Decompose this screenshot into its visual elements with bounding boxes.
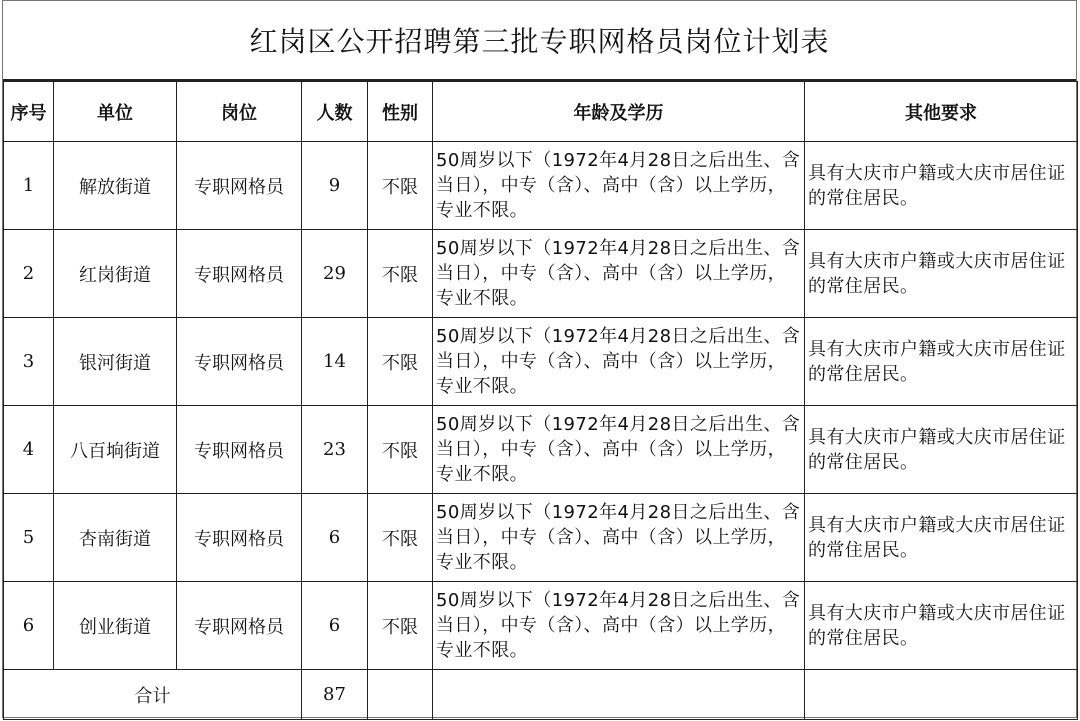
- cell-gender: 不限: [368, 494, 433, 582]
- table-row: [4, 494, 1078, 582]
- cell-post: 专职网格员: [177, 406, 302, 494]
- total-count: 87: [302, 670, 368, 720]
- plan-sheet: [2, 0, 1077, 718]
- header-gender: 性别: [368, 82, 433, 142]
- header-other: 其他要求: [805, 82, 1078, 142]
- cell-age-edu: 50周岁以下（1972年4月28日之后出生、含当日），中专（含）、高中（含）以上学历，专业不限。: [433, 494, 805, 582]
- cell-other: 具有大庆市户籍或大庆市居住证的常住居民。: [805, 142, 1078, 230]
- cell-gender: 不限: [368, 406, 433, 494]
- cell-other: 具有大庆市户籍或大庆市居住证的常住居民。: [805, 582, 1078, 670]
- total-empty-age-edu: [433, 670, 805, 720]
- total-empty-other: [805, 670, 1078, 720]
- cell-seq: 3: [4, 318, 54, 406]
- cell-seq: 2: [4, 230, 54, 318]
- cell-other: 具有大庆市户籍或大庆市居住证的常住居民。: [805, 494, 1078, 582]
- cell-post: 专职网格员: [177, 582, 302, 670]
- total-empty-gender: [368, 670, 433, 720]
- cell-other: 具有大庆市户籍或大庆市居住证的常住居民。: [805, 318, 1078, 406]
- table-row: [4, 318, 1078, 406]
- cell-unit: 红岗街道: [54, 230, 177, 318]
- page-title: 红岗区公开招聘第三批专职网格员岗位计划表: [3, 1, 1076, 81]
- header-post: 岗位: [177, 82, 302, 142]
- header-count: 人数: [302, 82, 368, 142]
- cell-post: 专职网格员: [177, 230, 302, 318]
- cell-unit: 创业街道: [54, 582, 177, 670]
- cell-count: 23: [302, 406, 368, 494]
- header-seq: 序号: [4, 82, 54, 142]
- cell-count: 14: [302, 318, 368, 406]
- cell-age-edu: 50周岁以下（1972年4月28日之后出生、含当日），中专（含）、高中（含）以上学历，专业不限。: [433, 406, 805, 494]
- cell-seq: 1: [4, 142, 54, 230]
- cell-post: 专职网格员: [177, 318, 302, 406]
- table-row: [4, 406, 1078, 494]
- cell-post: 专职网格员: [177, 494, 302, 582]
- plan-table: [3, 81, 1078, 720]
- cell-post: 专职网格员: [177, 142, 302, 230]
- header-unit: 单位: [54, 82, 177, 142]
- table-row: [4, 142, 1078, 230]
- cell-count: 6: [302, 582, 368, 670]
- cell-gender: 不限: [368, 230, 433, 318]
- cell-age-edu: 50周岁以下（1972年4月28日之后出生、含当日），中专（含）、高中（含）以上学历，专业不限。: [433, 230, 805, 318]
- cell-unit: 杏南街道: [54, 494, 177, 582]
- cell-gender: 不限: [368, 582, 433, 670]
- cell-seq: 5: [4, 494, 54, 582]
- cell-seq: 4: [4, 406, 54, 494]
- cell-gender: 不限: [368, 318, 433, 406]
- cell-unit: 银河街道: [54, 318, 177, 406]
- cell-count: 29: [302, 230, 368, 318]
- table-row: [4, 230, 1078, 318]
- cell-gender: 不限: [368, 142, 433, 230]
- cell-age-edu: 50周岁以下（1972年4月28日之后出生、含当日），中专（含）、高中（含）以上学历，专业不限。: [433, 318, 805, 406]
- cell-age-edu: 50周岁以下（1972年4月28日之后出生、含当日），中专（含）、高中（含）以上学历，专业不限。: [433, 142, 805, 230]
- cell-seq: 6: [4, 582, 54, 670]
- header-age-edu: 年龄及学历: [433, 82, 805, 142]
- cell-unit: 解放街道: [54, 142, 177, 230]
- total-label: 合计: [4, 670, 302, 720]
- cell-age-edu: 50周岁以下（1972年4月28日之后出生、含当日），中专（含）、高中（含）以上学历，专业不限。: [433, 582, 805, 670]
- header-row: [4, 82, 1078, 142]
- cell-other: 具有大庆市户籍或大庆市居住证的常住居民。: [805, 230, 1078, 318]
- table-row: [4, 582, 1078, 670]
- total-row: [4, 670, 1078, 720]
- cell-unit: 八百垧街道: [54, 406, 177, 494]
- cell-count: 9: [302, 142, 368, 230]
- cell-other: 具有大庆市户籍或大庆市居住证的常住居民。: [805, 406, 1078, 494]
- cell-count: 6: [302, 494, 368, 582]
